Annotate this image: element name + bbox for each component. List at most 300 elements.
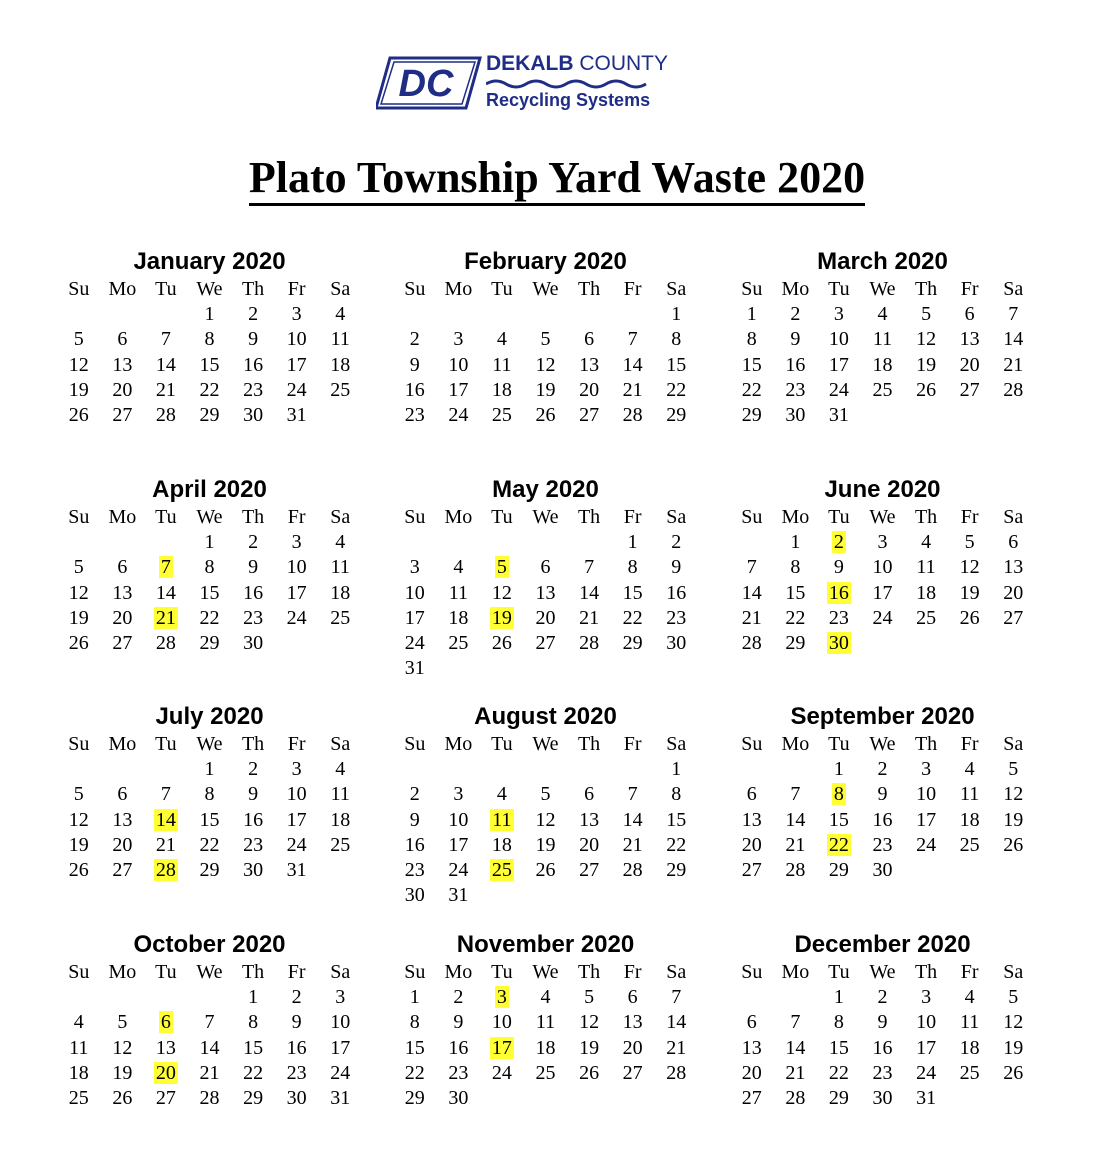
pickup-day: 3: [496, 986, 507, 1008]
calendar-day: 17: [286, 353, 307, 376]
calendar-day: 22: [785, 606, 806, 629]
calendar-day: 23: [872, 1061, 893, 1084]
weekday-header: Th: [577, 506, 601, 528]
calendar-day: 18: [330, 581, 351, 604]
calendar-day: 4: [964, 758, 975, 780]
calendar-day: 7: [584, 556, 595, 579]
pickup-day: 11: [492, 808, 512, 831]
calendar-day: 18: [916, 581, 937, 604]
calendar-day: 25: [330, 833, 351, 856]
calendar-day: 18: [959, 808, 980, 831]
calendar-day: 5: [921, 303, 932, 325]
month-calendar: [57, 931, 362, 1111]
calendar-day: 7: [627, 328, 638, 351]
month-title: July 2020: [155, 703, 264, 730]
calendar-day: 12: [68, 808, 89, 831]
month-title: April 2020: [152, 476, 267, 503]
calendar-day: 20: [959, 353, 980, 376]
calendar-day: 24: [286, 378, 307, 401]
weekday-header: Mo: [444, 961, 473, 983]
calendar-day: 25: [959, 833, 980, 856]
calendar-day: 25: [535, 1061, 556, 1084]
empty-day: [480, 530, 524, 555]
calendar-day: 11: [69, 1036, 89, 1059]
calendar-day: 9: [877, 1011, 888, 1034]
calendar-day: 11: [960, 1011, 980, 1034]
calendar-day: 16: [243, 353, 264, 376]
calendar-day: 5: [540, 328, 551, 351]
calendar-day: 3: [335, 986, 346, 1008]
calendar-day: 7: [790, 1011, 801, 1034]
weekday-header: Th: [241, 506, 265, 528]
calendar-day: 21: [199, 1061, 220, 1084]
calendar-day: 14: [741, 581, 762, 604]
calendar-day: 20: [112, 606, 133, 629]
calendar-day: 8: [204, 328, 215, 351]
weekday-header: Th: [914, 733, 938, 755]
empty-day: [730, 530, 774, 555]
calendar-day: 3: [409, 556, 420, 579]
calendar-day: 9: [409, 353, 420, 376]
calendar-day: 3: [291, 758, 302, 780]
calendar-day: 1: [671, 758, 682, 780]
weekday-header: Fr: [287, 506, 306, 528]
calendar-day: 6: [584, 783, 595, 806]
calendar-day: 17: [872, 581, 893, 604]
calendar-day: 3: [291, 531, 302, 553]
calendar-day: 8: [204, 556, 215, 579]
month-day-grid: [730, 276, 1035, 428]
calendar-day: 18: [535, 1036, 556, 1059]
weekday-header: We: [196, 961, 223, 983]
calendar-day: 19: [68, 833, 89, 856]
month-day-grid: [57, 504, 362, 656]
calendar-day: 26: [535, 404, 556, 427]
calendar-day: 19: [1003, 1036, 1024, 1059]
weekday-header: Su: [404, 961, 426, 983]
calendar-day: 9: [453, 1011, 464, 1034]
calendar-day: 2: [291, 986, 302, 1008]
calendar-day: 29: [666, 859, 687, 882]
weekday-header: Tu: [828, 961, 850, 983]
calendar-day: 13: [112, 581, 133, 604]
empty-day: [730, 757, 774, 782]
calendar-day: 5: [540, 783, 551, 806]
calendar-day: 26: [916, 378, 937, 401]
empty-day: [730, 985, 774, 1010]
weekday-header: Fr: [960, 506, 979, 528]
weekday-header: Sa: [666, 733, 687, 755]
calendar-day: 10: [872, 556, 893, 579]
empty-day: [144, 302, 188, 327]
calendar-day: 17: [404, 606, 425, 629]
calendar-day: 30: [286, 1087, 307, 1110]
calendar-day: 10: [491, 1011, 512, 1034]
calendar-day: 25: [959, 1061, 980, 1084]
month-calendar: [730, 476, 1035, 656]
empty-day: [144, 757, 188, 782]
calendar-day: 19: [535, 833, 556, 856]
calendar-day: 14: [155, 581, 176, 604]
calendar-day: 28: [785, 1087, 806, 1110]
calendar-day: 20: [112, 378, 133, 401]
calendar-day: 6: [117, 556, 128, 579]
calendar-day: 11: [330, 783, 350, 806]
calendar-day: 13: [579, 808, 600, 831]
calendar-day: 22: [199, 606, 220, 629]
calendar-day: 19: [1003, 808, 1024, 831]
calendar-day: 24: [330, 1061, 351, 1084]
weekday-header: We: [532, 733, 559, 755]
calendar-day: 14: [155, 353, 176, 376]
calendar-day: 21: [785, 833, 806, 856]
weekday-header: Mo: [108, 278, 137, 300]
empty-day: [57, 530, 101, 555]
calendar-day: 5: [73, 328, 84, 351]
calendar-day: 2: [453, 986, 464, 1008]
calendar-day: 21: [666, 1036, 687, 1059]
calendar-day: 23: [404, 859, 425, 882]
calendar-day: 31: [330, 1087, 351, 1110]
calendar-day: 2: [409, 783, 420, 806]
calendar-day: 12: [491, 581, 512, 604]
pickup-day: 8: [833, 783, 844, 806]
calendar-day: 10: [448, 353, 469, 376]
empty-day: [567, 530, 611, 555]
calendar-day: 28: [622, 859, 643, 882]
calendar-day: 24: [828, 378, 849, 401]
calendar-day: 11: [535, 1011, 556, 1034]
calendar-day: 8: [671, 328, 682, 351]
calendar-day: 8: [790, 556, 801, 579]
empty-day: [101, 757, 145, 782]
weekday-header: Tu: [155, 961, 177, 983]
month-title: May 2020: [492, 476, 599, 503]
weekday-header: Tu: [491, 278, 513, 300]
empty-day: [524, 530, 568, 555]
calendar-day: 5: [584, 986, 595, 1008]
calendar-day: 12: [579, 1011, 600, 1034]
weekday-header: Sa: [666, 961, 687, 983]
calendar-day: 14: [1003, 328, 1024, 351]
calendar-day: 9: [248, 328, 259, 351]
calendar-day: 26: [535, 859, 556, 882]
calendar-day: 29: [199, 859, 220, 882]
weekday-header: Sa: [330, 506, 351, 528]
calendar-day: 7: [790, 783, 801, 806]
month-day-grid: [393, 276, 698, 428]
empty-day: [774, 985, 818, 1010]
weekday-header: Su: [741, 278, 763, 300]
calendar-day: 6: [117, 783, 128, 806]
weekday-header: We: [869, 278, 896, 300]
calendar-day: 23: [666, 606, 687, 629]
calendar-day: 13: [579, 353, 600, 376]
calendar-day: 31: [286, 859, 307, 882]
weekday-header: Su: [404, 506, 426, 528]
calendar-day: 8: [627, 556, 638, 579]
month-day-grid: [730, 504, 1035, 656]
calendar-day: 6: [117, 328, 128, 351]
calendar-day: 25: [916, 606, 937, 629]
calendar-day: 12: [112, 1036, 133, 1059]
calendar-day: 27: [1003, 606, 1024, 629]
weekday-header: Sa: [330, 961, 351, 983]
weekday-header: Mo: [444, 278, 473, 300]
calendar-day: 14: [622, 808, 643, 831]
empty-day: [437, 302, 481, 327]
calendar-day: 30: [666, 632, 687, 655]
calendar-day: 8: [248, 1011, 259, 1034]
weekday-header: Tu: [491, 506, 513, 528]
calendar-day: 20: [579, 378, 600, 401]
calendar-day: 9: [833, 556, 844, 579]
calendar-day: 1: [204, 758, 215, 780]
calendar-day: 29: [828, 1087, 849, 1110]
calendar-day: 29: [785, 632, 806, 655]
calendar-day: 1: [409, 986, 420, 1008]
calendar-day: 14: [579, 581, 600, 604]
weekday-header: We: [532, 506, 559, 528]
pickup-day: 6: [160, 1011, 171, 1034]
calendar-day: 9: [291, 1011, 302, 1034]
month-title: February 2020: [464, 248, 627, 275]
weekday-header: Th: [241, 961, 265, 983]
calendar-day: 5: [1008, 986, 1019, 1008]
calendar-day: 25: [872, 378, 893, 401]
calendar-day: 3: [453, 783, 464, 806]
month-calendar: [57, 248, 362, 428]
calendar-day: 24: [286, 606, 307, 629]
calendar-day: 4: [540, 986, 551, 1008]
calendar-day: 11: [330, 328, 350, 351]
calendar-day: 18: [448, 606, 469, 629]
month-day-grid: [393, 504, 698, 682]
weekday-header: Th: [241, 278, 265, 300]
empty-day: [188, 985, 232, 1010]
weekday-header: Fr: [623, 733, 642, 755]
calendar-day: 27: [112, 404, 133, 427]
month-calendar: [730, 931, 1035, 1111]
dc-logo-mark: [376, 50, 486, 116]
weekday-header: Tu: [828, 733, 850, 755]
calendar-day: 23: [243, 606, 264, 629]
weekday-header: Mo: [108, 733, 137, 755]
weekday-header: Fr: [623, 506, 642, 528]
calendar-day: 8: [833, 1011, 844, 1034]
weekday-header: Mo: [781, 506, 810, 528]
calendar-day: 14: [785, 1036, 806, 1059]
month-title: November 2020: [456, 931, 635, 958]
weekday-header: Sa: [330, 733, 351, 755]
calendar-day: 25: [491, 404, 512, 427]
pickup-day: 21: [155, 606, 176, 629]
empty-day: [611, 757, 655, 782]
calendar-day: 20: [579, 833, 600, 856]
calendar-day: 29: [741, 404, 762, 427]
calendar-day: 13: [959, 328, 980, 351]
weekday-header: Su: [741, 961, 763, 983]
logo-initials: DC: [398, 63, 454, 105]
calendar-day: 30: [448, 1087, 469, 1110]
weekday-header: Th: [577, 961, 601, 983]
calendar-day: 7: [671, 986, 682, 1008]
month-calendar: [393, 931, 698, 1111]
calendar-day: 21: [155, 833, 176, 856]
calendar-day: 24: [491, 1061, 512, 1084]
calendar-day: 23: [448, 1061, 469, 1084]
empty-day: [567, 302, 611, 327]
empty-day: [437, 530, 481, 555]
empty-day: [393, 302, 437, 327]
calendar-day: 4: [335, 531, 346, 553]
calendar-day: 6: [540, 556, 551, 579]
weekday-header: Fr: [287, 733, 306, 755]
calendar-day: 11: [492, 353, 512, 376]
dekalb-county-logo: [376, 50, 668, 116]
calendar-day: 2: [248, 303, 259, 325]
month-title: September 2020: [790, 703, 975, 730]
calendar-day: 10: [286, 556, 307, 579]
calendar-day: 23: [286, 1061, 307, 1084]
calendar-day: 27: [622, 1061, 643, 1084]
calendar-day: 7: [204, 1011, 215, 1034]
calendar-day: 27: [112, 859, 133, 882]
calendar-day: 2: [671, 531, 682, 553]
calendar-day: 26: [1003, 833, 1024, 856]
calendar-day: 25: [330, 606, 351, 629]
calendar-day: 17: [916, 1036, 937, 1059]
weekday-header: We: [532, 278, 559, 300]
calendar-day: 15: [666, 808, 687, 831]
calendar-day: 2: [248, 758, 259, 780]
weekday-header: Tu: [155, 733, 177, 755]
calendar-day: 16: [404, 378, 425, 401]
calendar-day: 6: [746, 783, 757, 806]
calendar-day: 30: [243, 404, 264, 427]
calendar-day: 25: [448, 632, 469, 655]
calendar-day: 25: [330, 378, 351, 401]
pickup-day: 22: [828, 833, 849, 856]
weekday-header: We: [196, 506, 223, 528]
calendar-day: 28: [666, 1061, 687, 1084]
month-calendar: [730, 703, 1035, 883]
calendar-day: 31: [828, 404, 849, 427]
calendar-day: 23: [828, 606, 849, 629]
calendar-day: 8: [746, 328, 757, 351]
empty-day: [480, 757, 524, 782]
calendar-day: 22: [666, 833, 687, 856]
empty-day: [480, 302, 524, 327]
calendar-day: 10: [828, 328, 849, 351]
empty-day: [524, 302, 568, 327]
calendar-day: 29: [243, 1087, 264, 1110]
calendar-day: 24: [916, 833, 937, 856]
calendar-day: 10: [330, 1011, 351, 1034]
weekday-header: Th: [914, 506, 938, 528]
calendar-day: 27: [579, 859, 600, 882]
calendar-day: 29: [199, 404, 220, 427]
calendar-day: 25: [68, 1087, 89, 1110]
pickup-day: 28: [155, 859, 176, 882]
calendar-day: 6: [964, 303, 975, 325]
calendar-day: 20: [112, 833, 133, 856]
calendar-day: 3: [921, 758, 932, 780]
calendar-day: 8: [204, 783, 215, 806]
month-day-grid: [393, 731, 698, 909]
calendar-day: 1: [204, 531, 215, 553]
empty-day: [524, 757, 568, 782]
calendar-day: 1: [833, 986, 844, 1008]
weekday-header: Fr: [960, 961, 979, 983]
empty-day: [57, 757, 101, 782]
calendar-day: 30: [785, 404, 806, 427]
calendar-day: 17: [286, 808, 307, 831]
calendar-day: 12: [959, 556, 980, 579]
calendar-day: 9: [877, 783, 888, 806]
weekday-header: Mo: [781, 278, 810, 300]
empty-day: [57, 985, 101, 1010]
calendar-day: 20: [622, 1036, 643, 1059]
calendar-day: 2: [877, 758, 888, 780]
calendar-day: 26: [579, 1061, 600, 1084]
weekday-header: Sa: [1003, 733, 1024, 755]
calendar-day: 15: [785, 581, 806, 604]
calendar-day: 16: [243, 808, 264, 831]
weekday-header: Mo: [781, 961, 810, 983]
calendar-day: 13: [1003, 556, 1024, 579]
calendar-day: 9: [790, 328, 801, 351]
calendar-day: 10: [286, 328, 307, 351]
calendar-day: 27: [959, 378, 980, 401]
calendar-day: 29: [828, 859, 849, 882]
weekday-header: Tu: [155, 506, 177, 528]
weekday-header: Mo: [108, 961, 137, 983]
calendar-day: 4: [921, 531, 932, 553]
weekday-header: Mo: [781, 733, 810, 755]
calendar-day: 28: [199, 1087, 220, 1110]
calendar-day: 22: [666, 378, 687, 401]
calendar-day: 19: [579, 1036, 600, 1059]
calendar-day: 7: [1008, 303, 1019, 325]
calendar-day: 15: [404, 1036, 425, 1059]
calendar-day: 12: [535, 353, 556, 376]
empty-day: [393, 757, 437, 782]
calendar-day: 2: [877, 986, 888, 1008]
month-title: March 2020: [817, 248, 948, 275]
weekday-header: Su: [68, 278, 90, 300]
weekday-header: Sa: [1003, 506, 1024, 528]
page-title: Plato Township Yard Waste 2020: [0, 152, 1110, 203]
calendar-day: 31: [448, 884, 469, 907]
calendar-day: 13: [741, 808, 762, 831]
calendar-day: 19: [959, 581, 980, 604]
weekday-header: Sa: [330, 278, 351, 300]
weekday-header: Fr: [287, 278, 306, 300]
calendar-day: 3: [833, 303, 844, 325]
calendar-day: 1: [833, 758, 844, 780]
calendar-day: 28: [579, 632, 600, 655]
empty-day: [101, 985, 145, 1010]
calendar-day: 4: [335, 758, 346, 780]
weekday-header: Mo: [444, 733, 473, 755]
calendar-day: 30: [243, 632, 264, 655]
empty-day: [101, 302, 145, 327]
calendar-day: 1: [627, 531, 638, 553]
weekday-header: Fr: [287, 961, 306, 983]
logo-wave-icon: [486, 78, 648, 90]
calendar-day: 15: [199, 581, 220, 604]
